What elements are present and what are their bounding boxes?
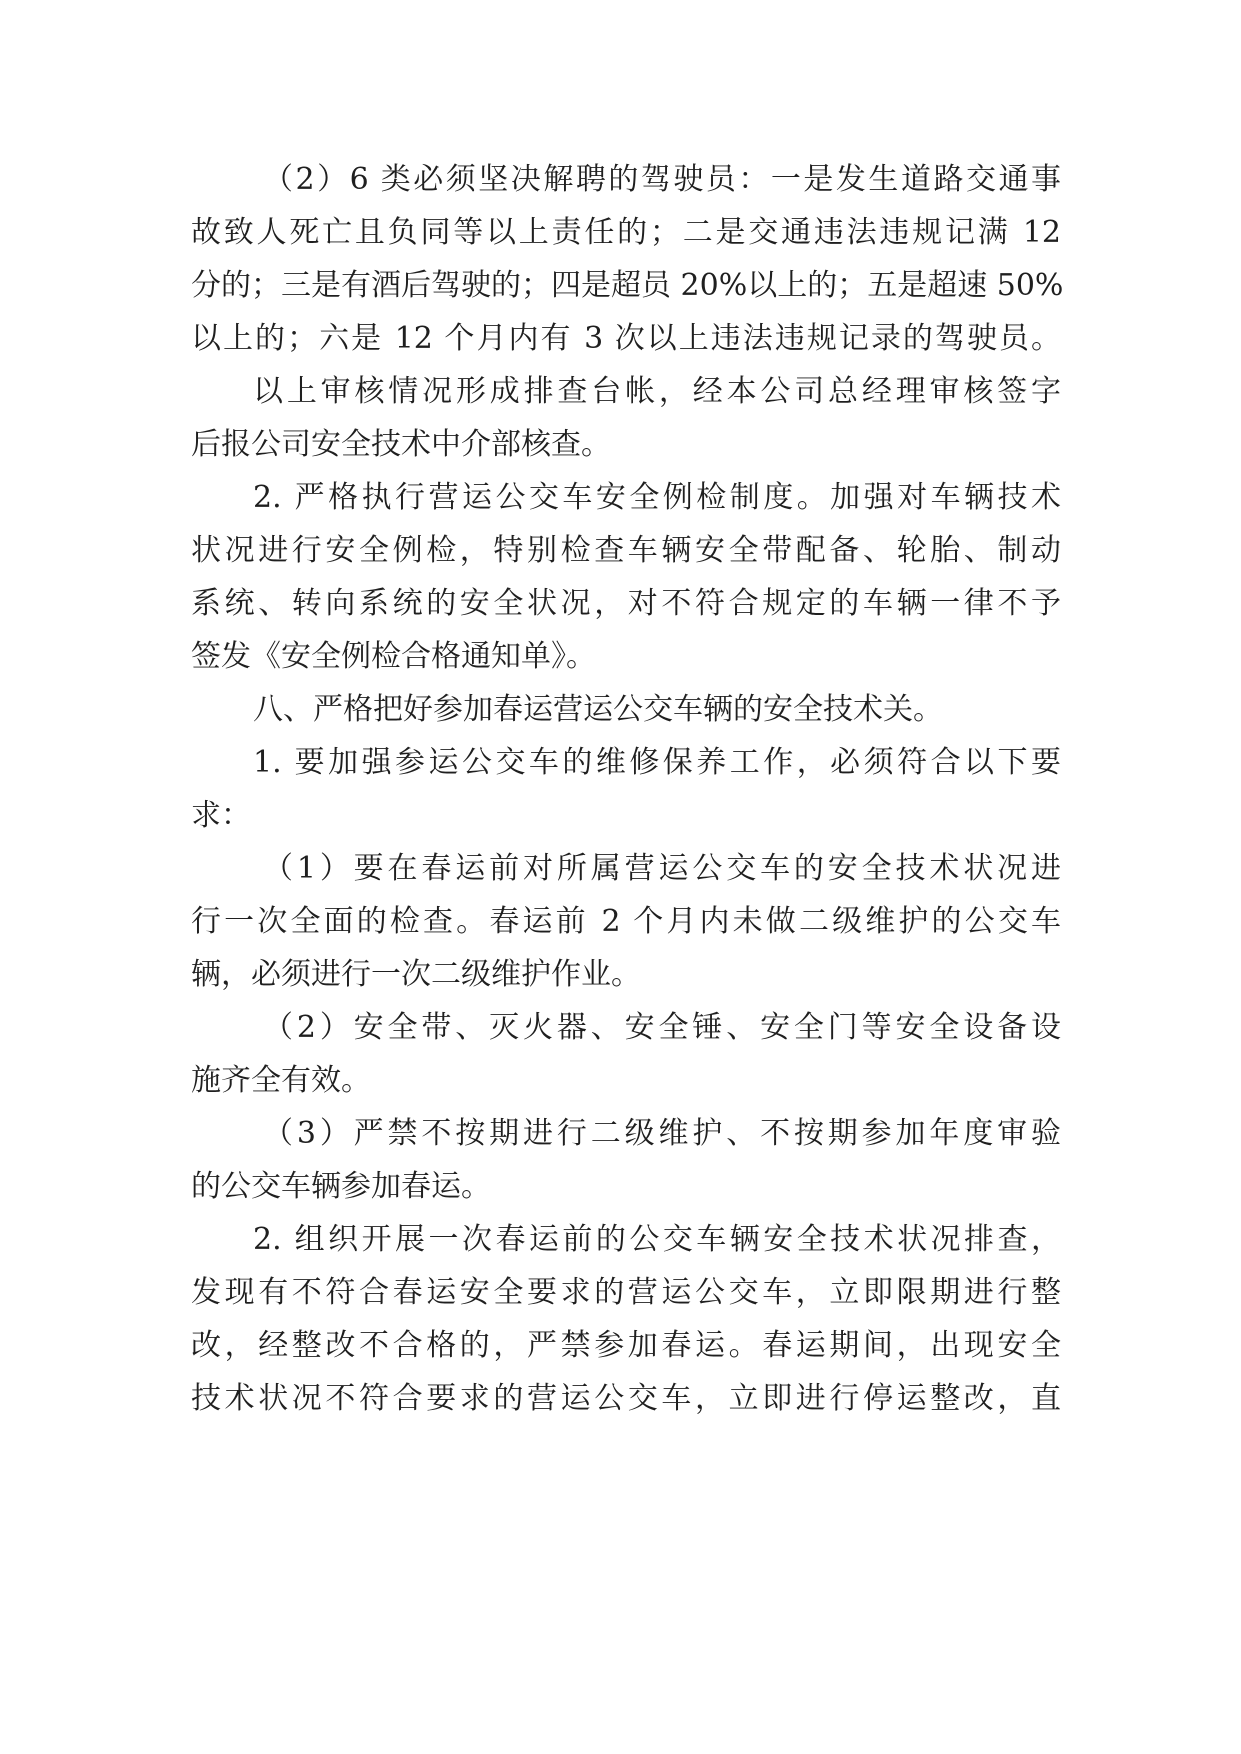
paragraph-line: 2. 严格执行营运公交车安全例检制度。加强对车辆技术	[253, 480, 1061, 515]
paragraph-line: 改，经整改不合格的，严禁参加春运。春运期间，出现安全	[191, 1328, 1061, 1363]
section-heading: 八、严格把好参加春运营运公交车辆的安全技术关。	[253, 692, 943, 727]
paragraph-line: 发现有不符合春运安全要求的营运公交车，立即限期进行整	[191, 1275, 1061, 1310]
paragraph-line: （2）6 类必须坚决解聘的驾驶员：一是发生道路交通事	[263, 162, 1061, 197]
paragraph-line: 技术状况不符合要求的营运公交车，立即进行停运整改，直	[191, 1381, 1061, 1416]
paragraph-line: 故致人死亡且负同等以上责任的；二是交通违法违规记满 12	[191, 215, 1061, 250]
paragraph-line: 施齐全有效。	[191, 1063, 371, 1098]
paragraph-line: 以上的；六是 12 个月内有 3 次以上违法违规记录的驾驶员。	[191, 321, 1061, 356]
paragraph-line: 行一次全面的检查。春运前 2 个月内未做二级维护的公交车	[191, 904, 1061, 939]
paragraph-line: 2. 组织开展一次春运前的公交车辆安全技术状况排查，	[253, 1222, 1061, 1257]
paragraph-line: 系统、转向系统的安全状况，对不符合规定的车辆一律不予	[191, 586, 1061, 621]
paragraph-line: 后报公司安全技术中介部核查。	[191, 427, 611, 462]
paragraph-line: 状况进行安全例检，特别检查车辆安全带配备、轮胎、制动	[191, 533, 1061, 568]
paragraph-line: （3）严禁不按期进行二级维护、不按期参加年度审验	[263, 1116, 1061, 1151]
paragraph-line: 1. 要加强参运公交车的维修保养工作，必须符合以下要	[253, 745, 1061, 780]
paragraph-line: 求：	[191, 798, 251, 833]
paragraph-line: 的公交车辆参加春运。	[191, 1169, 491, 1204]
paragraph-line: （1）要在春运前对所属营运公交车的安全技术状况进	[263, 851, 1061, 886]
paragraph-line: 以上审核情况形成排查台帐，经本公司总经理审核签字	[253, 374, 1061, 409]
paragraph-line: 辆，必须进行一次二级维护作业。	[191, 957, 641, 992]
paragraph-line: 签发《安全例检合格通知单》。	[191, 639, 596, 674]
paragraph-line: （2）安全带、灭火器、安全锤、安全门等安全设备设	[263, 1010, 1061, 1045]
paragraph-line: 分的；三是有酒后驾驶的；四是超员 20%以上的；五是超速 50%	[191, 268, 1064, 303]
